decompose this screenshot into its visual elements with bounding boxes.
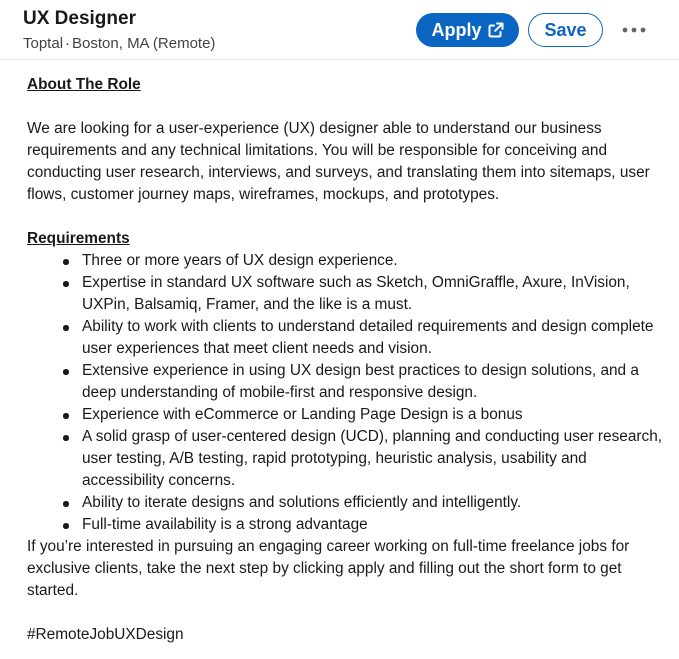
save-button[interactable]: Save	[528, 13, 603, 47]
spacer	[27, 96, 667, 118]
list-item: Three or more years of UX design experience.	[27, 250, 667, 272]
about-heading: About The Role	[27, 76, 141, 93]
list-item: Ability to work with clients to understand detailed requirements and design complete user experiences that meet client needs and vision.	[27, 316, 667, 360]
separator-dot: ·	[65, 35, 71, 52]
requirements-heading: Requirements	[27, 230, 130, 247]
requirements-list	[27, 250, 667, 536]
spacer	[27, 206, 667, 228]
job-location: Boston, MA (Remote)	[72, 35, 216, 52]
apply-button[interactable]	[416, 13, 519, 47]
more-options-icon[interactable]	[618, 18, 650, 42]
job-subtitle	[23, 34, 215, 54]
apply-button-label: Apply	[431, 19, 482, 40]
list-item: Full-time availability is a strong advantage	[27, 514, 667, 536]
list-item: Extensive experience in using UX design best practices to design solutions, and a deep understanding of mobile-first and responsive design.	[27, 360, 667, 404]
list-item: Experience with eCommerce or Landing Page Design is a bonus	[27, 404, 667, 426]
job-title: UX Designer	[23, 8, 136, 29]
closing-paragraph: If you’re interested in pursuing an engaging career working on full-time freelance jobs for exclusive clients, take the next step by clicking apply and filling out the short form to get started.	[27, 538, 630, 599]
external-link-icon	[488, 22, 504, 38]
job-header	[0, 0, 679, 60]
job-description	[27, 74, 667, 646]
spacer	[27, 602, 667, 624]
list-item: Expertise in standard UX software such as Sketch, OmniGraffle, Axure, InVision, UXPin, Balsamiq, Framer, and the like is a must.	[27, 272, 667, 316]
list-item: Ability to iterate designs and solutions efficiently and intelligently.	[27, 492, 667, 514]
company-name[interactable]: Toptal	[23, 35, 64, 52]
about-paragraph: We are looking for a user-experience (UX) designer able to understand our business requirements and any technical limitations. You will be responsible for conceiving and conducting user research, interviews, and surveys, and translating them into sitemaps, user flows, customer journey maps, wireframes, mockups, and prototypes.	[27, 120, 650, 203]
hashtag[interactable]: #RemoteJobUXDesign	[27, 626, 184, 643]
list-item: A solid grasp of user-centered design (UCD), planning and conducting user research, user testing, A/B testing, rapid prototyping, heuristic analysis, usability and accessibility concerns.	[27, 426, 667, 492]
